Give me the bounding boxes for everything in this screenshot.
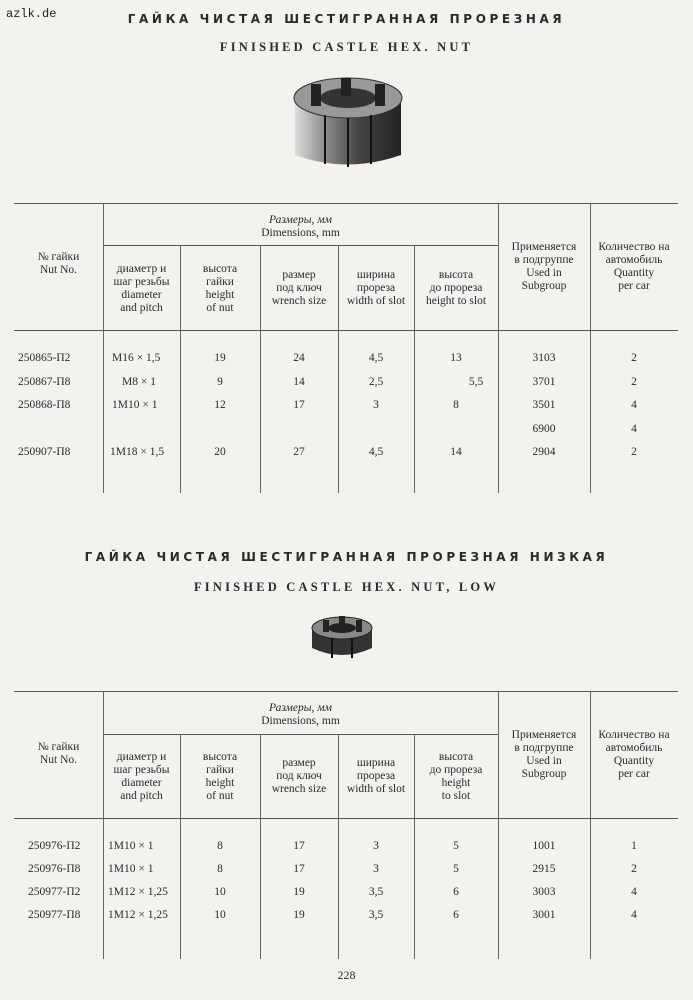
- cell-height: 8: [217, 863, 223, 875]
- cell-quantity: 1: [631, 840, 637, 852]
- section1-title-en: FINISHED CASTLE HEX. NUT: [219, 40, 474, 54]
- cell-slot: 3,5: [368, 886, 384, 898]
- slot-width-header: ширина прореза width of slot: [346, 757, 406, 795]
- cell-slot: 2,5: [368, 376, 384, 388]
- cell-wrench: 19: [293, 886, 305, 898]
- dimensions-header: Размеры, мм Dimensions, mm: [261, 214, 340, 239]
- cell-wrench: 17: [293, 840, 305, 852]
- cell-nut-no: 250976-П8: [28, 863, 81, 875]
- cell-quantity: 4: [631, 909, 637, 921]
- height-to-slot-header: высота до прореза height to slot: [429, 751, 483, 802]
- cell-used-in: 6900: [532, 423, 556, 435]
- cell-used-in: 3003: [532, 886, 556, 898]
- cell-quantity: 4: [631, 886, 637, 898]
- cell-height-to-slot: 5,5: [468, 376, 484, 388]
- height-header: высота гайки height of nut: [202, 263, 238, 314]
- diameter-header: диаметр и шаг резьбы diameter and pitch: [113, 263, 170, 314]
- page-number: 228: [337, 968, 356, 982]
- diameter-header: диаметр и шаг резьбы diameter and pitch: [113, 751, 170, 802]
- quantity-header: Количество на автомобиль Quantity per car: [598, 241, 670, 292]
- cell-height-to-slot: 5: [453, 840, 459, 852]
- cell-slot: 3: [373, 840, 379, 852]
- cell-height-to-slot: 6: [453, 886, 459, 898]
- dimensions-header: Размеры, мм Dimensions, mm: [261, 702, 340, 727]
- cell-diameter: 1M10 × 1: [108, 863, 154, 875]
- cell-wrench: 19: [293, 909, 305, 921]
- cell-wrench: 24: [293, 352, 305, 364]
- section2-title-ru: ГАЙКА ЧИСТАЯ ШЕСТИГРАННАЯ ПРОРЕЗНАЯ НИЗКАЯ: [84, 550, 609, 564]
- cell-diameter: 1M10 × 1: [112, 399, 158, 411]
- cell-nut-no: 250868-П8: [18, 399, 71, 411]
- cell-quantity: 2: [631, 446, 637, 458]
- cell-slot: 3,5: [368, 909, 384, 921]
- cell-used-in: 2904: [532, 446, 556, 458]
- cell-used-in: 3001: [532, 909, 556, 921]
- cell-height: 10: [214, 909, 226, 921]
- nut-no-header: № гайки Nut No.: [37, 251, 80, 276]
- quantity-header: Количество на автомобиль Quantity per car: [598, 729, 670, 780]
- cell-height-to-slot: 14: [450, 446, 462, 458]
- cell-diameter: M8 × 1: [122, 376, 156, 388]
- wrench-size-header: размер под ключ wrench size: [271, 757, 327, 795]
- cell-quantity: 2: [631, 352, 637, 364]
- cell-height: 8: [217, 840, 223, 852]
- cell-height-to-slot: 5: [453, 863, 459, 875]
- height-header: высота гайки height of nut: [202, 751, 238, 802]
- cell-nut-no: 250907-П8: [18, 446, 71, 458]
- cell-wrench: 14: [293, 376, 305, 388]
- cell-height-to-slot: 8: [453, 399, 459, 411]
- cell-wrench: 27: [293, 446, 305, 458]
- cell-nut-no: 250865-П2: [18, 352, 71, 364]
- cell-nut-no: 250977-П2: [28, 886, 81, 898]
- cell-height: 19: [214, 352, 226, 364]
- cell-height: 10: [214, 886, 226, 898]
- cell-height-to-slot: 6: [453, 909, 459, 921]
- cell-used-in: 3701: [532, 376, 556, 388]
- cell-quantity: 4: [631, 399, 637, 411]
- cell-quantity: 2: [631, 376, 637, 388]
- cell-used-in: 3501: [532, 399, 556, 411]
- section1-table: [14, 203, 678, 493]
- cell-height: 20: [214, 446, 226, 458]
- cell-height: 12: [214, 399, 226, 411]
- cell-wrench: 17: [293, 863, 305, 875]
- cell-diameter: 1M10 × 1: [108, 840, 154, 852]
- cell-diameter: 1M12 × 1,25: [108, 886, 168, 898]
- cell-height-to-slot: 13: [450, 352, 462, 364]
- cell-quantity: 2: [631, 863, 637, 875]
- castle-nut-illustration: [285, 70, 410, 172]
- cell-used-in: 3103: [532, 352, 556, 364]
- cell-slot: 3: [373, 399, 379, 411]
- cell-diameter: 1M18 × 1,5: [110, 446, 165, 458]
- section1-title-ru: ГАЙКА ЧИСТАЯ ШЕСТИГРАННАЯ ПРОРЕЗНАЯ: [127, 12, 566, 26]
- cell-diameter: 1M12 × 1,25: [108, 909, 168, 921]
- height-to-slot-header: высота до прореза height to slot: [425, 269, 487, 307]
- section2-table: [14, 691, 678, 959]
- used-in-header: Применяется в подгруппе Used in Subgroup: [511, 729, 577, 780]
- low-castle-nut-illustration: [306, 610, 378, 665]
- cell-used-in: 2915: [532, 863, 556, 875]
- used-in-header: Применяется в подгруппе Used in Subgroup: [511, 241, 577, 292]
- cell-slot: 4,5: [368, 446, 384, 458]
- nut-no-header: № гайки Nut No.: [37, 741, 80, 766]
- section2-title-en: FINISHED CASTLE HEX. NUT, LOW: [193, 580, 500, 594]
- cell-height: 9: [217, 376, 223, 388]
- cell-nut-no: 250976-П2: [28, 840, 81, 852]
- cell-diameter: M16 × 1,5: [112, 352, 161, 364]
- cell-wrench: 17: [293, 399, 305, 411]
- wrench-size-header: размер под ключ wrench size: [271, 269, 327, 307]
- cell-slot: 3: [373, 863, 379, 875]
- cell-used-in: 1001: [532, 840, 556, 852]
- cell-quantity: 4: [631, 423, 637, 435]
- cell-slot: 4,5: [368, 352, 384, 364]
- cell-nut-no: 250867-П8: [18, 376, 71, 388]
- slot-width-header: ширина прореза width of slot: [346, 269, 406, 307]
- cell-nut-no: 250977-П8: [28, 909, 81, 921]
- site-watermark: azlk.de: [6, 7, 57, 21]
